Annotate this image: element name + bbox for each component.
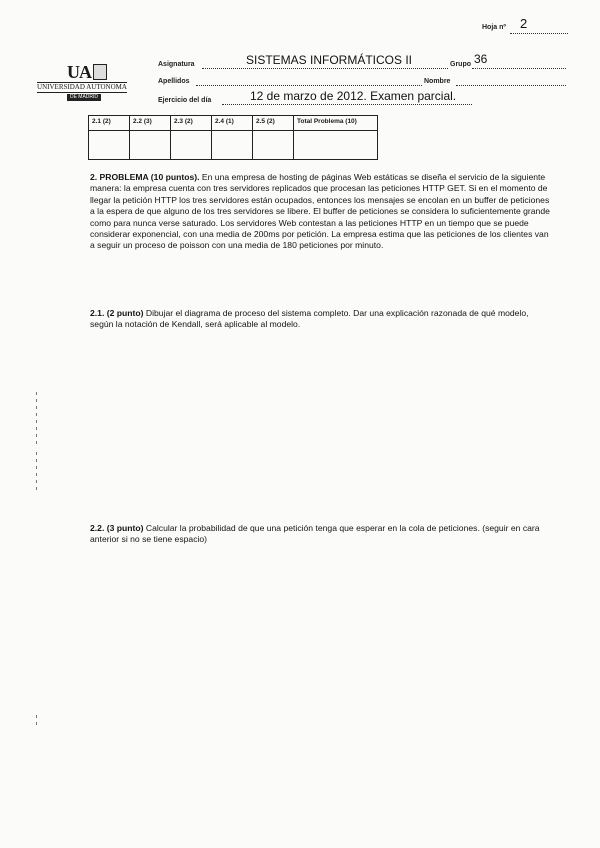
ejercicio-value: 12 de marzo de 2012. Examen parcial. [250,89,457,103]
logo-name: UNIVERSIDAD AUTONOMA [37,83,127,91]
logo-initials: UA [67,62,91,82]
score-cell-total[interactable] [294,131,378,160]
nombre-label: Nombre [424,78,451,85]
answer-area-2-2[interactable] [88,552,552,822]
score-table-value-row [89,131,378,160]
grupo-label: Grupo [450,61,471,68]
question-2-2-text: Calcular la probabilidad de que una petición tenga que esperar en la cola de peticiones. (seguir en cara anterior si no se tiene espacio) [90,523,540,545]
score-col-2-4: 2.4 (1) [212,116,253,131]
question-2-1 [90,308,552,331]
score-cell-2-5[interactable] [253,131,294,160]
ejercicio-label: Ejercicio del día [158,97,212,104]
question-2-2 [90,523,552,546]
problem-title: 2. PROBLEMA (10 puntos). [90,172,200,182]
margin-mark [36,392,37,444]
sheet-number [482,18,572,34]
score-col-2-1: 2.1 (2) [89,116,130,131]
apellidos-line [196,85,422,86]
ejercicio-line [222,104,472,105]
logo-sub: DE MADRID [67,94,101,101]
score-table-header-row [89,116,378,131]
grupo-line [472,68,566,69]
score-cell-2-2[interactable] [130,131,171,160]
score-col-total: Total Problema (10) [294,116,378,131]
field-ejercicio [158,88,570,108]
asignatura-label: Asignatura [158,61,195,68]
field-apellidos [158,74,570,88]
asignatura-value: SISTEMAS INFORMÁTICOS II [246,53,413,67]
sheet-number-label: Hoja nº [482,24,506,31]
score-cell-2-3[interactable] [171,131,212,160]
score-col-2-3: 2.3 (2) [171,116,212,131]
nombre-line [456,85,566,86]
problem-text: En una empresa de hosting de páginas Web estáticas se diseña el servicio de la siguiente manera: la empresa cuenta con tres servidores replicados que procesan las peticiones HTTP GET. Si en el momento de llegar la petición HTTP los tres servidores están ocupados, entonces los mensajes se encolan en un buffer de peticiones a la espera de que alguno de los tres servidores se libere. El buffer de peticiones se considera lo suficientemente grande como para nunca verse saturado. Los servidores Web contestan a las peticiones HTTP en un tiempo que se puede considerar exponencial, con una media de 200ms por petición. La empresa estima que las peticiones de los clientes van a seguir un proceso de poisson con una media de 180 peticiones por minuto. [90,172,550,251]
margin-mark [36,715,37,727]
score-col-2-5: 2.5 (2) [253,116,294,131]
score-cell-2-4[interactable] [212,131,253,160]
sheet-number-value: 2 [520,16,528,31]
grupo-value: 36 [474,52,488,66]
score-table [88,115,378,160]
sheet-number-line [510,33,568,34]
field-asignatura [158,52,570,70]
university-logo [37,62,129,104]
problem-statement [90,172,552,252]
asignatura-line [202,68,448,69]
question-2-1-text: Dibujar el diagrama de proceso del sistema completo. Dar una explicación razonada de qué modelo, según la notación de Kendall, será aplicable al modelo. [90,308,529,330]
answer-area-2-1[interactable] [88,340,552,518]
margin-mark [36,452,37,492]
score-cell-2-1[interactable] [89,131,130,160]
apellidos-label: Apellidos [158,78,190,85]
score-col-2-2: 2.2 (3) [130,116,171,131]
question-2-1-label: 2.1. (2 punto) [90,308,144,318]
logo-emblem [93,64,107,80]
question-2-2-label: 2.2. (3 punto) [90,523,144,533]
